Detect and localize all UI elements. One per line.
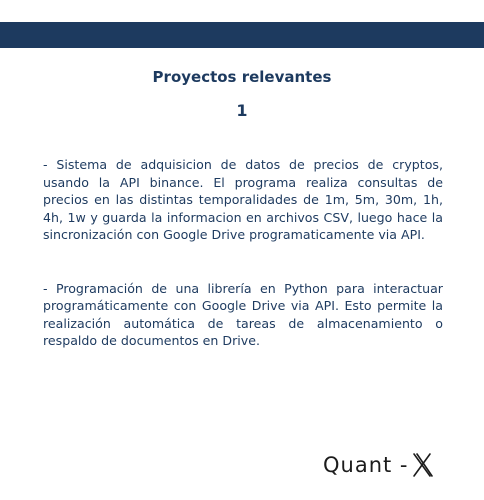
page-number: 1 <box>236 101 248 120</box>
project-item: - Sistema de adquisicion de datos de precios de cryptos, usando la API binance. El programa realiza consultas de precios en las distintas temporalidades de 1m, 5m, 30m, 1h, 4h, 1w y guarda la informacion en archivos CSV, luego hace la sincronización con Google Drive programaticamente via API. <box>43 157 443 242</box>
header-bar <box>0 22 484 48</box>
project-list <box>43 156 443 350</box>
logo-text: Quant - <box>323 453 409 477</box>
project-item: - Programación de una librería en Python para interactuar programáticamente con Google Drive via API. Esto permite la realización automática de tareas de almacenamiento o respaldo de documentos en Drive. <box>43 280 443 348</box>
page-title: Proyectos relevantes <box>152 68 332 86</box>
x-logo-icon <box>411 452 433 478</box>
brand-logo <box>323 450 433 480</box>
